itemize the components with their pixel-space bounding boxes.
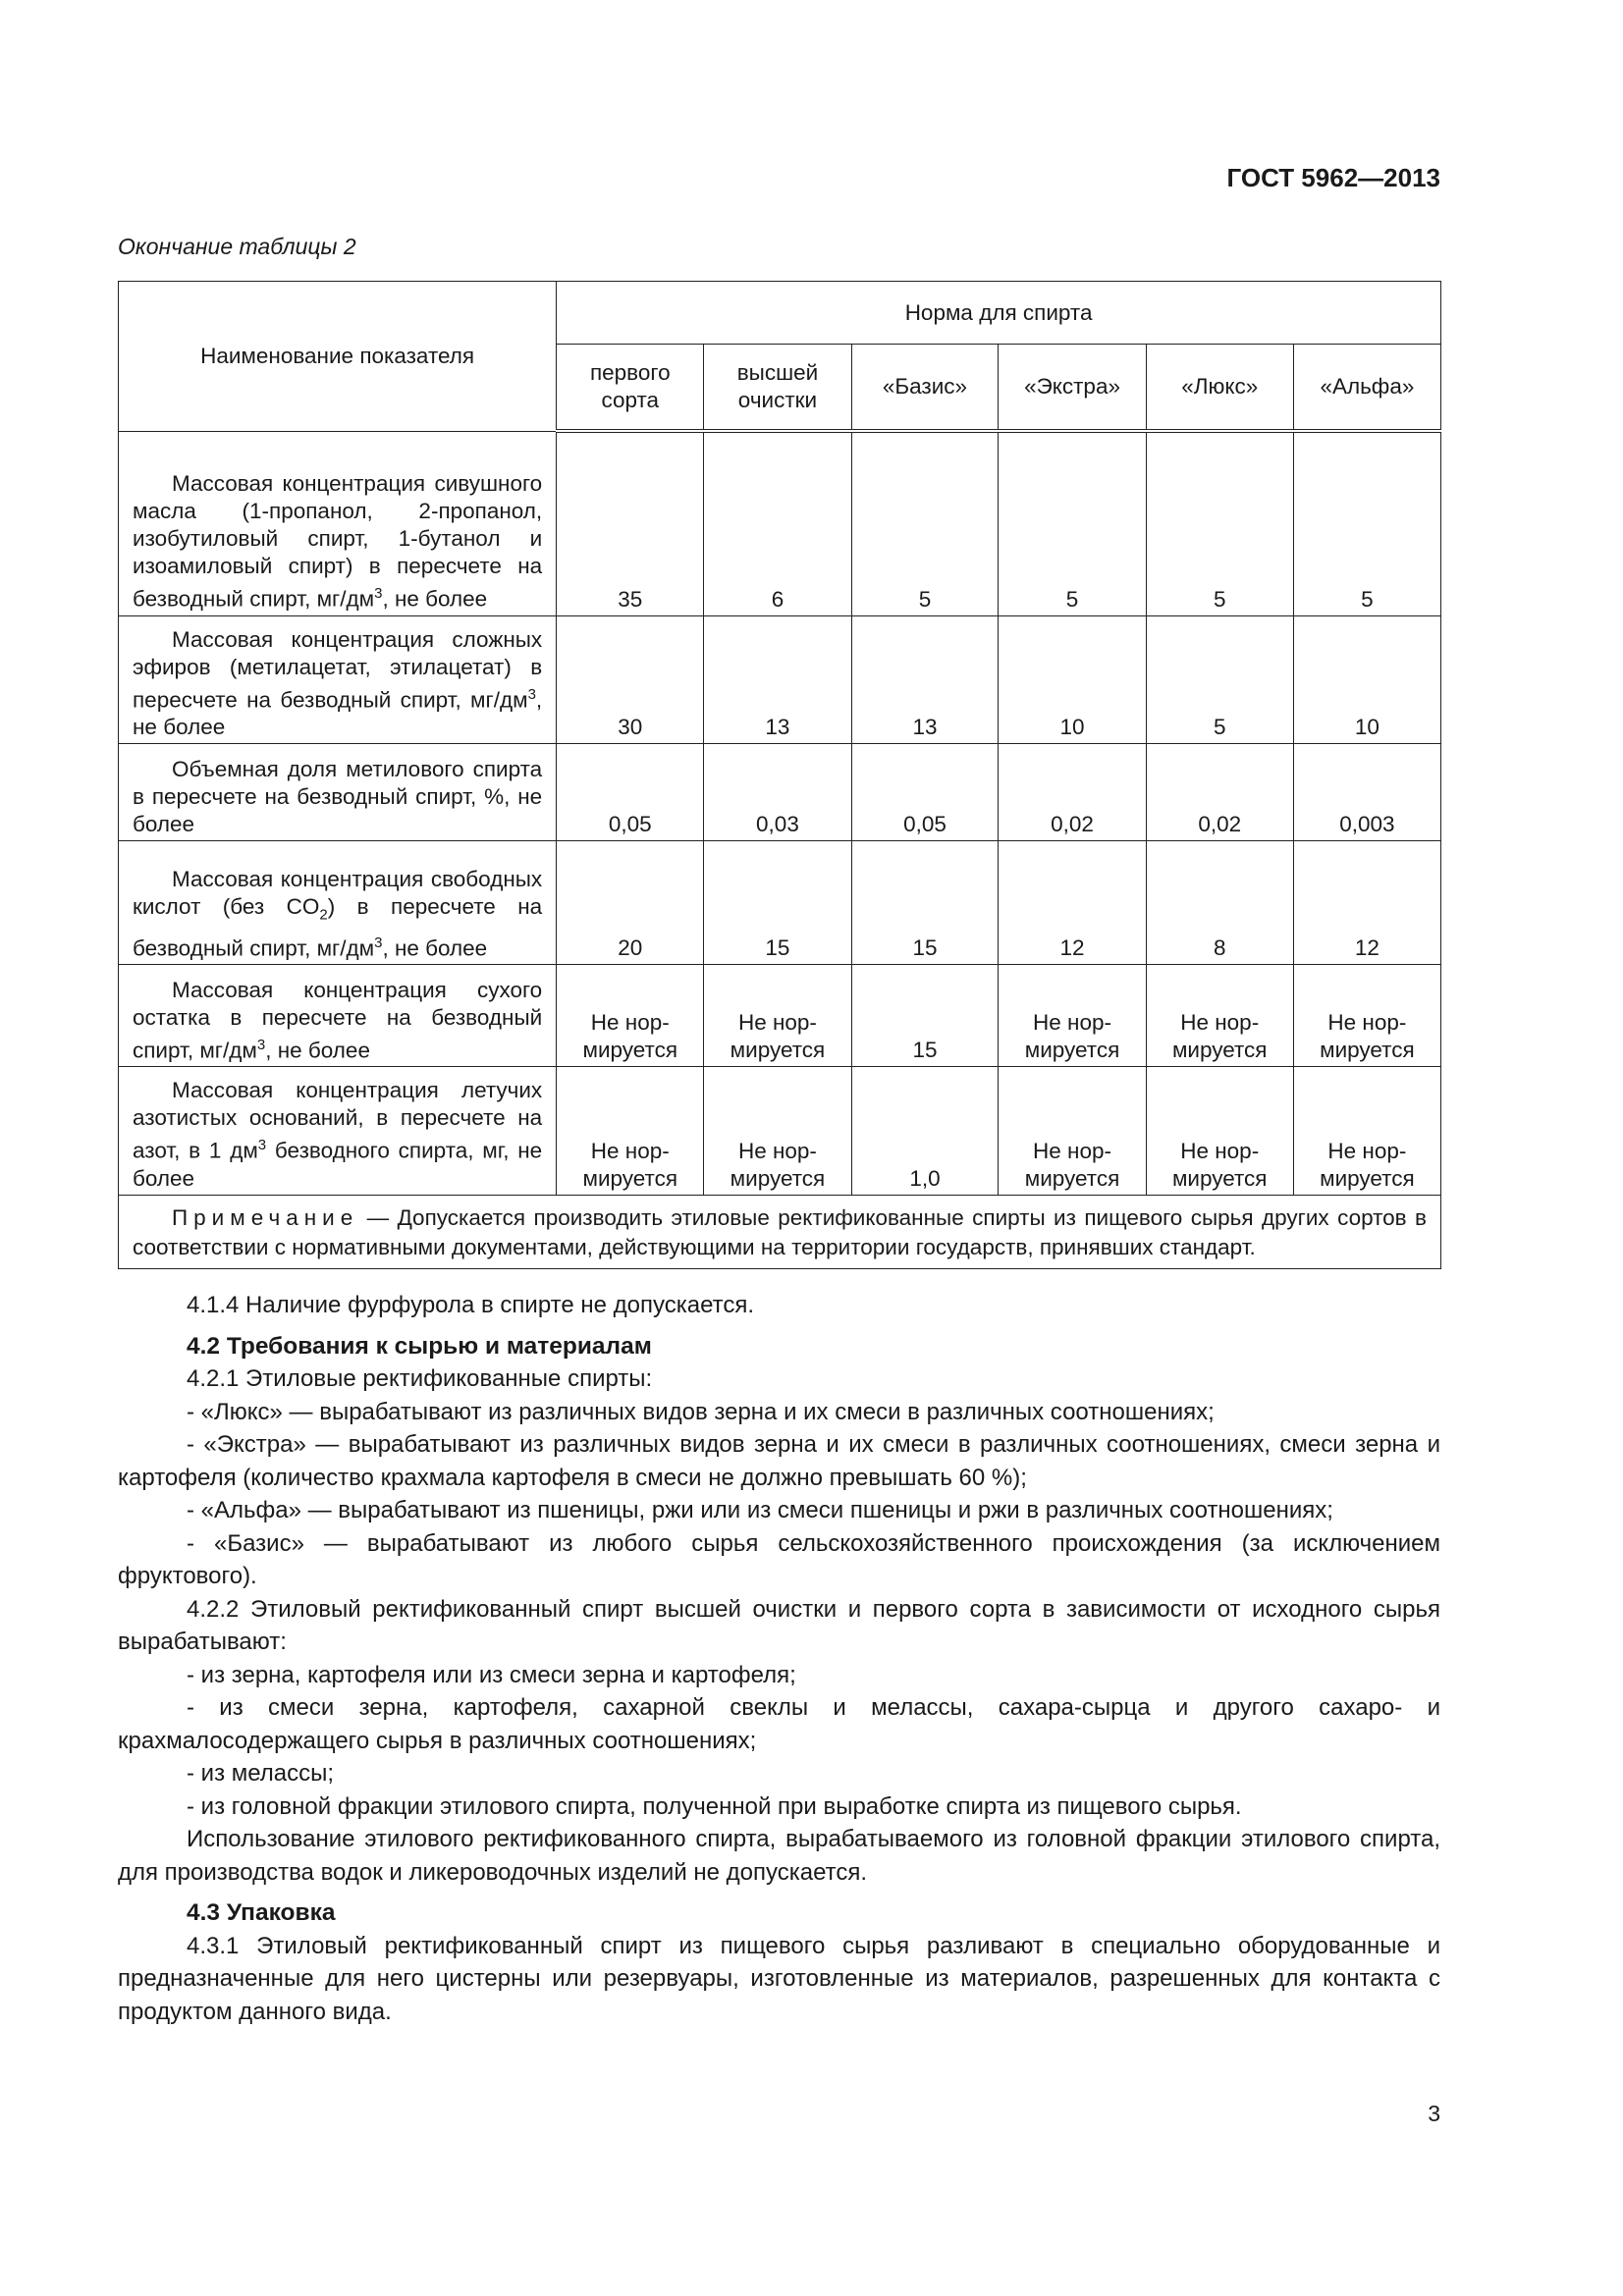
norm-value: 10 [1293, 615, 1440, 744]
indicator-name-part: Массовая концентрация сложных эфиров (метилацетат, этилацетат) в пересчете на безводный спирт, мг/дм [133, 626, 543, 712]
norm-value: 1,0 [851, 1067, 999, 1196]
norm-value: Не нор- мируется [557, 965, 704, 1067]
norm-value: 15 [851, 841, 999, 965]
norm-value: 0,03 [704, 744, 851, 841]
indicator-name-part: Массовая концентрация сивушного масла (1-пропанол, 2-пропанол, изобутиловый спирт, 1-бутанол и изоамиловый спирт) в пересчете на безводный спирт, мг/дм [133, 471, 543, 612]
indicator-name [119, 841, 557, 965]
table-row [119, 615, 1441, 744]
section-heading-4-3: 4.3 Упаковка [187, 1899, 336, 1926]
column-header-name: Наименование показателя [119, 282, 557, 432]
column-header: «Базис» [851, 345, 999, 432]
norm-value: Не нор- мируется [557, 1067, 704, 1196]
paragraph-4-2-1: 4.2.1 Этиловые ректификованные спирты: [187, 1365, 653, 1392]
indicator-name-part: , не более [133, 687, 543, 739]
list-item: - из головной фракции этилового спирта, полученной при выработке спирта из пищевого сырья. [187, 1792, 1242, 1820]
indicator-name-part: 3 [374, 585, 383, 602]
norm-value: Не нор- мируется [704, 965, 851, 1067]
norm-value: 35 [557, 431, 704, 615]
indicator-name-part: Массовая концентрация летучих азотистых оснований, в пересчете на азот, в 1 дм [133, 1078, 543, 1163]
column-header: высшей очистки [704, 345, 851, 432]
paragraph-4-1-4: 4.1.4 Наличие фурфурола в спирте не допускается. [187, 1292, 755, 1318]
norm-value: 5 [851, 431, 999, 615]
norm-value: 0,003 [1293, 744, 1440, 841]
indicator-name-part: 2 [319, 906, 328, 924]
table-caption: Окончание таблицы 2 [118, 234, 356, 259]
table-row [119, 744, 1441, 841]
norm-value: Не нор- мируется [1146, 1067, 1293, 1196]
table-note [119, 1195, 1441, 1268]
norm-value: 12 [1293, 841, 1440, 965]
list-item: - из зерна, картофеля или из смеси зерна и картофеля; [187, 1661, 796, 1688]
indicator-name [119, 1067, 557, 1196]
norm-value: Не нор- мируется [999, 1067, 1146, 1196]
norm-value: 13 [704, 615, 851, 744]
norm-value: 5 [1293, 431, 1440, 615]
table-row [119, 1067, 1441, 1196]
norm-value: 10 [999, 615, 1146, 744]
indicator-name-part: Массовая концентрация сухого остатка в пересчете на безводный спирт, мг/дм [133, 977, 543, 1062]
norm-value: 6 [704, 431, 851, 615]
norm-value: 15 [851, 965, 999, 1067]
norm-value: 5 [1146, 615, 1293, 744]
column-header: первого сорта [557, 345, 704, 432]
norm-value: 20 [557, 841, 704, 965]
document-code: ГОСТ 5962—2013 [1226, 163, 1440, 192]
paragraph-4-2-2: 4.2.2 Этиловый ректификованный спирт высшей очистки и первого сорта в зависимости от исходного сырья вырабатывают: [118, 1595, 1440, 1655]
list-item: - «Люкс» — вырабатывают из различных видов зерна и их смеси в различных соотношениях; [187, 1398, 1215, 1425]
indicator-name-part: , не более [382, 586, 488, 612]
list-item: - из мелассы; [187, 1760, 335, 1787]
list-item: - «Альфа» — вырабатывают из пшеницы, ржи или из смеси пшеницы и ржи в различных соотношениях; [187, 1497, 1333, 1523]
paragraph-4-3-1: 4.3.1 Этиловый ректификованный спирт из пищевого сырья разливают в специально оборудованные и предназначенные для него цистерны или резервуары, изготовленные из материалов, разрешенных для контакта с продуктом данного вида. [118, 1932, 1440, 2025]
table-row [119, 431, 1441, 615]
norm-value: 13 [851, 615, 999, 744]
list-item: - из смеси зерна, картофеля, сахарной свеклы и мелассы, сахара-сырца и другого сахаро- и крахмалосодержащего сырья в различных соотношениях; [118, 1694, 1440, 1754]
indicator-name [119, 965, 557, 1067]
list-item: - «Экстра» — вырабатывают из различных видов зерна и их смеси в различных соотношениях, смеси зерна и картофеля (количество крахмала картофеля в смеси не должно превышать 60 %); [118, 1431, 1440, 1491]
table-row [119, 965, 1441, 1067]
norm-value: 30 [557, 615, 704, 744]
norm-value: Не нор- мируется [1146, 965, 1293, 1067]
note-text: — Допускается производить этиловые ректификованные спирты из пищевого сырья других сортов в соответствии с нормативными документами, действующими на территории государств, принявших стандарт. [133, 1204, 1427, 1259]
note-label: Примечание [172, 1204, 359, 1230]
section-heading-4-2: 4.2 Требования к сырью и материалам [187, 1332, 652, 1360]
paragraph-usage: Использование этилового ректификованного спирта, вырабатываемого из головной фракции этилового спирта, для производства водок и ликероводочных изделий не допускается. [118, 1826, 1440, 1886]
indicator-name [119, 431, 557, 615]
indicator-name-part: 3 [527, 685, 536, 703]
indicator-name [119, 615, 557, 744]
indicator-name-part: Массовая концентрация свободных кислот (без CO [133, 867, 543, 919]
group-header: Норма для спирта [557, 282, 1441, 345]
table-row [119, 841, 1441, 965]
page-number: 3 [1428, 2101, 1440, 2126]
list-item: - «Базис» — вырабатывают из любого сырья сельскохозяйственного происхождения (за исключением фруктового). [118, 1529, 1440, 1589]
body-text [118, 1289, 1440, 2028]
norm-value: 12 [999, 841, 1146, 965]
indicator-name-part: , не более [382, 935, 488, 960]
norm-value: Не нор- мируется [704, 1067, 851, 1196]
indicator-name-part: , не более [265, 1038, 370, 1062]
norm-value: 8 [1146, 841, 1293, 965]
indicator-name [119, 744, 557, 841]
requirements-table [118, 281, 1441, 1269]
column-header: «Экстра» [999, 345, 1146, 432]
indicator-name-part: 3 [257, 1137, 267, 1153]
norm-value: 15 [704, 841, 851, 965]
indicator-name-part: безводного спирта, мг, не более [133, 1138, 543, 1191]
norm-value: 5 [999, 431, 1146, 615]
norm-value: Не нор- мируется [999, 965, 1146, 1067]
norm-value: Не нор- мируется [1293, 1067, 1440, 1196]
indicator-name-part: 3 [256, 1036, 266, 1053]
indicator-name-part: ) в пересчете на безводный спирт, мг/дм [133, 894, 543, 960]
indicator-name-part: 3 [374, 934, 383, 951]
indicator-name-part: Объемная доля метилового спирта в пересчете на безводный спирт, %, не более [133, 757, 543, 836]
norm-value: 0,05 [557, 744, 704, 841]
column-header: «Люкс» [1146, 345, 1293, 432]
norm-value: 0,02 [1146, 744, 1293, 841]
norm-value: 0,05 [851, 744, 999, 841]
norm-value: 5 [1146, 431, 1293, 615]
norm-value: 0,02 [999, 744, 1146, 841]
norm-value: Не нор- мируется [1293, 965, 1440, 1067]
column-header: «Альфа» [1293, 345, 1440, 432]
